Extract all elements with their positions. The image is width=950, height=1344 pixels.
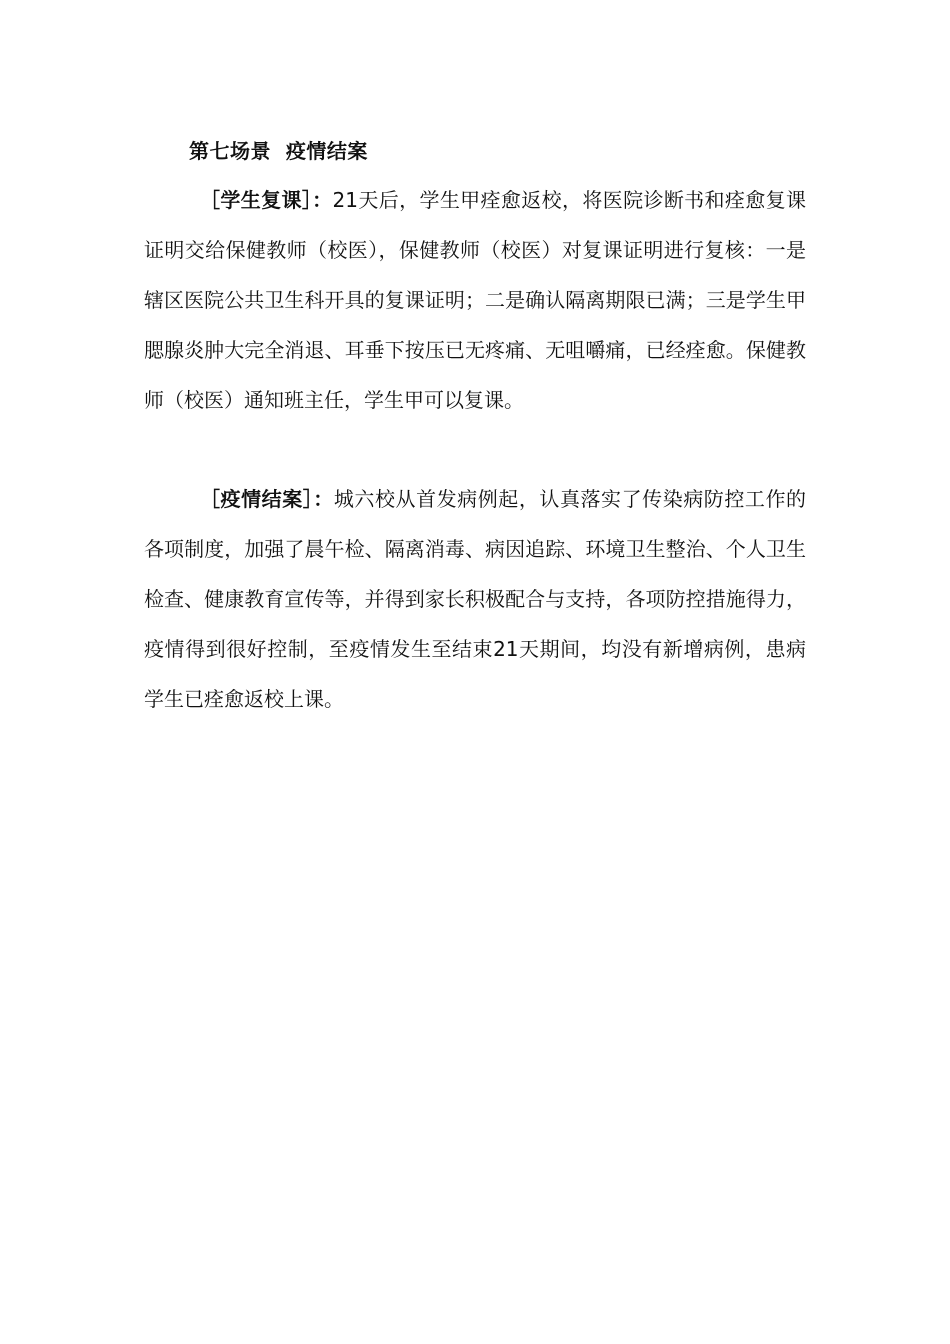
paragraph-outbreak-closure xyxy=(144,474,806,724)
paragraph-student-return xyxy=(144,175,806,425)
section-heading: 第七场景 疫情结案 xyxy=(189,139,368,163)
paragraph-text-outbreak-closure: 城六校从首发病例起，认真落实了传染病防控工作的各项制度，加强了晨午检、隔离消毒、病因追踪、环境卫生整治、个人卫生检查、健康教育宣传等，并得到家长积极配合与支持，各项防控措施得力，疫情得到很好控制，至疫情发生至结束21天期间，均没有新增病例，患病学生已痊愈返校上课。 xyxy=(144,487,807,711)
paragraph-label-student-return: ［学生复课］： xyxy=(200,188,333,212)
paragraph-label-outbreak-closure: ［疫情结案］： xyxy=(200,487,334,511)
paragraph-text-student-return: 21天后，学生甲痊愈返校，将医院诊断书和痊愈复课证明交给保健教师（校医），保健教师（校医）对复课证明进行复核：一是辖区医院公共卫生科开具的复课证明；二是确认隔离期限已满；三是学生甲腮腺炎肿大完全消退、耳垂下按压已无疼痛、无咀嚼痛，已经痊愈。保健教师（校医）通知班主任，学生甲可以复课。 xyxy=(144,188,806,412)
